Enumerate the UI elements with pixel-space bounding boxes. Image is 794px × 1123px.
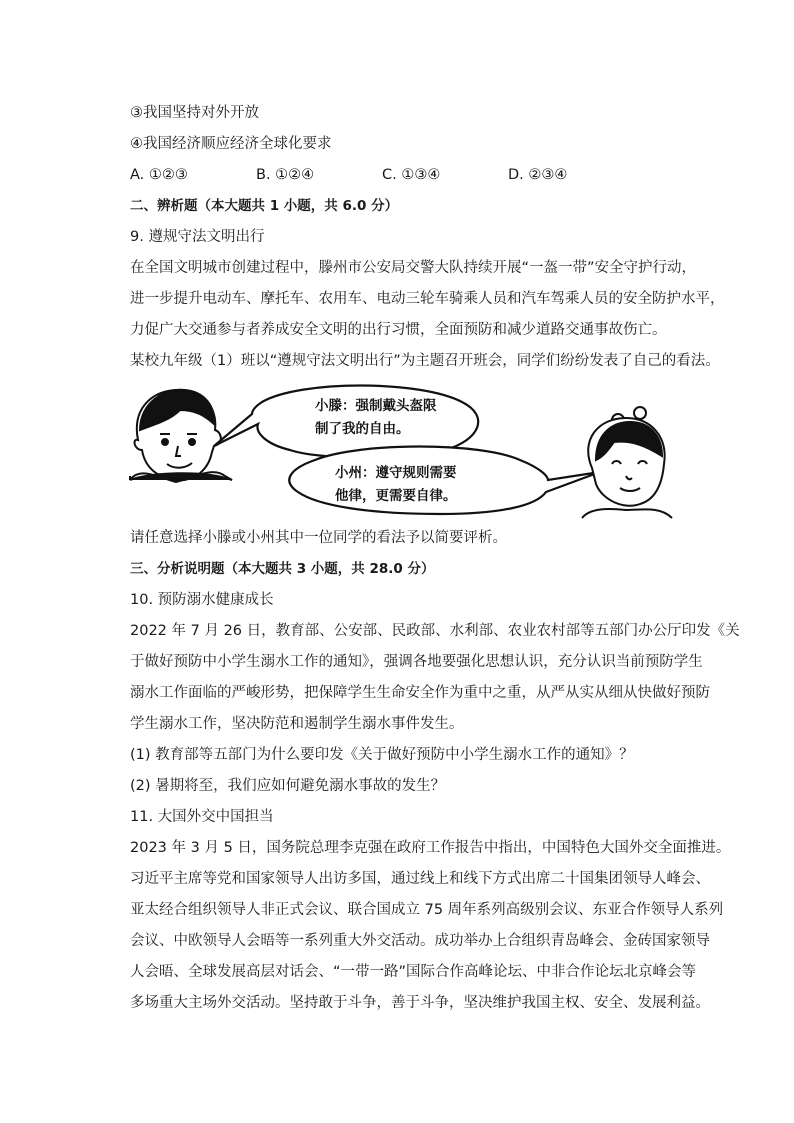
q11-title: 11. 大国外交中国担当 (130, 809, 274, 825)
q9-para-line: 进一步提升电动车、摩托车、农用车、电动三轮车骑乘人员和汽车驾乘人员的安全防护水平， (130, 291, 725, 307)
q11-para-line: 多场重大主场外交活动。坚持敢于斗争，善于斗争，坚决维护我国主权、安全、发展利益。 (130, 995, 710, 1011)
boy-figure-icon (130, 390, 232, 482)
q9-para-line: 某校九年级（1）班以“遵规守法文明出行”为主题召开班会，同学们纷纷发表了自己的看法。 (130, 353, 720, 369)
q10-para-line: 学生溺水工作，坚决防范和遏制学生溺水事件发生。 (130, 716, 464, 732)
q8-item-4: ④我国经济顺应经济全球化要求 (130, 136, 332, 152)
q10-para-line: 于做好预防中小学生溺水工作的通知》，强调各地要强化思想认识，充分认识当前预防学生 (130, 654, 703, 670)
q9-title: 9. 遵规守法文明出行 (130, 229, 265, 245)
option-c: C. ①③④ (382, 167, 441, 183)
q9-question: 请任意选择小滕或小州其中一位同学的看法予以简要评析。 (130, 530, 507, 546)
q10-para-line: 溺水工作面临的严峻形势，把保障学生生命安全作为重中之重，从严从实从细从快做好预防 (130, 685, 710, 701)
q11-para-line: 会议、中欧领导人会晤等一系列重大外交活动。成功举办上合组织青岛峰会、金砖国家领导 (130, 933, 710, 949)
option-d: D. ②③④ (508, 167, 568, 183)
section-2-heading: 二、辨析题（本大题共 1 小题，共 6.0 分） (130, 198, 399, 214)
q10-subquestion-1: (1) 教育部等五部门为什么要印发《关于做好预防中小学生溺水工作的通知》？ (130, 747, 634, 763)
q11-para-line: 2023 年 3 月 5 日，国务院总理李克强在政府工作报告中指出，中国特色大国外交全面推进。 (130, 840, 731, 856)
girl-figure-icon (582, 407, 672, 518)
option-a: A. ①②③ (130, 167, 188, 183)
q11-para-line: 人会晤、全球发展高层对话会、“一带一路”国际合作高峰论坛、中非合作论坛北京峰会等 (130, 964, 697, 980)
bubble-1-line-2: 制了我的自由。 (315, 421, 410, 437)
bubble-2-line-2: 他律，更需要自律。 (335, 488, 457, 504)
q9-para-line: 力促广大交通参与者养成安全文明的出行习惯，全面预防和减少道路交通事故伤亡。 (130, 322, 667, 338)
q10-subquestion-2: (2) 暑期将至，我们应如何避免溺水事故的发生？ (130, 778, 446, 794)
q8-item-3: ③我国坚持对外开放 (130, 105, 259, 121)
q11-para-line: 亚太经合组织领导人非正式会议、联合国成立 75 周年系列高级别会议、东亚合作领导人系列 (130, 902, 724, 918)
q10-para-line: 2022 年 7 月 26 日，教育部、公安部、民政部、水利部、农业农村部等五部门办公厅印发《关 (130, 623, 740, 639)
speech-bubble-xiaozhou (289, 447, 600, 515)
q11-para-line: 习近平主席等党和国家领导人出访多国，通过线上和线下方式出席二十国集团领导人峰会、 (130, 871, 710, 887)
q9-para-line: 在全国文明城市创建过程中，滕州市公安局交警大队持续开展“一盔一带”安全守护行动， (130, 260, 697, 276)
bubble-1-line-1: 小滕：强制戴头盔限 (315, 398, 437, 414)
q10-title: 10. 预防溺水健康成长 (130, 592, 274, 608)
section-3-heading: 三、分析说明题（本大题共 3 小题，共 28.0 分） (130, 561, 435, 577)
bubble-2-line-1: 小州：遵守规则需要 (335, 465, 457, 481)
option-b: B. ①②④ (256, 167, 315, 183)
q9-illustration (0, 380, 794, 520)
